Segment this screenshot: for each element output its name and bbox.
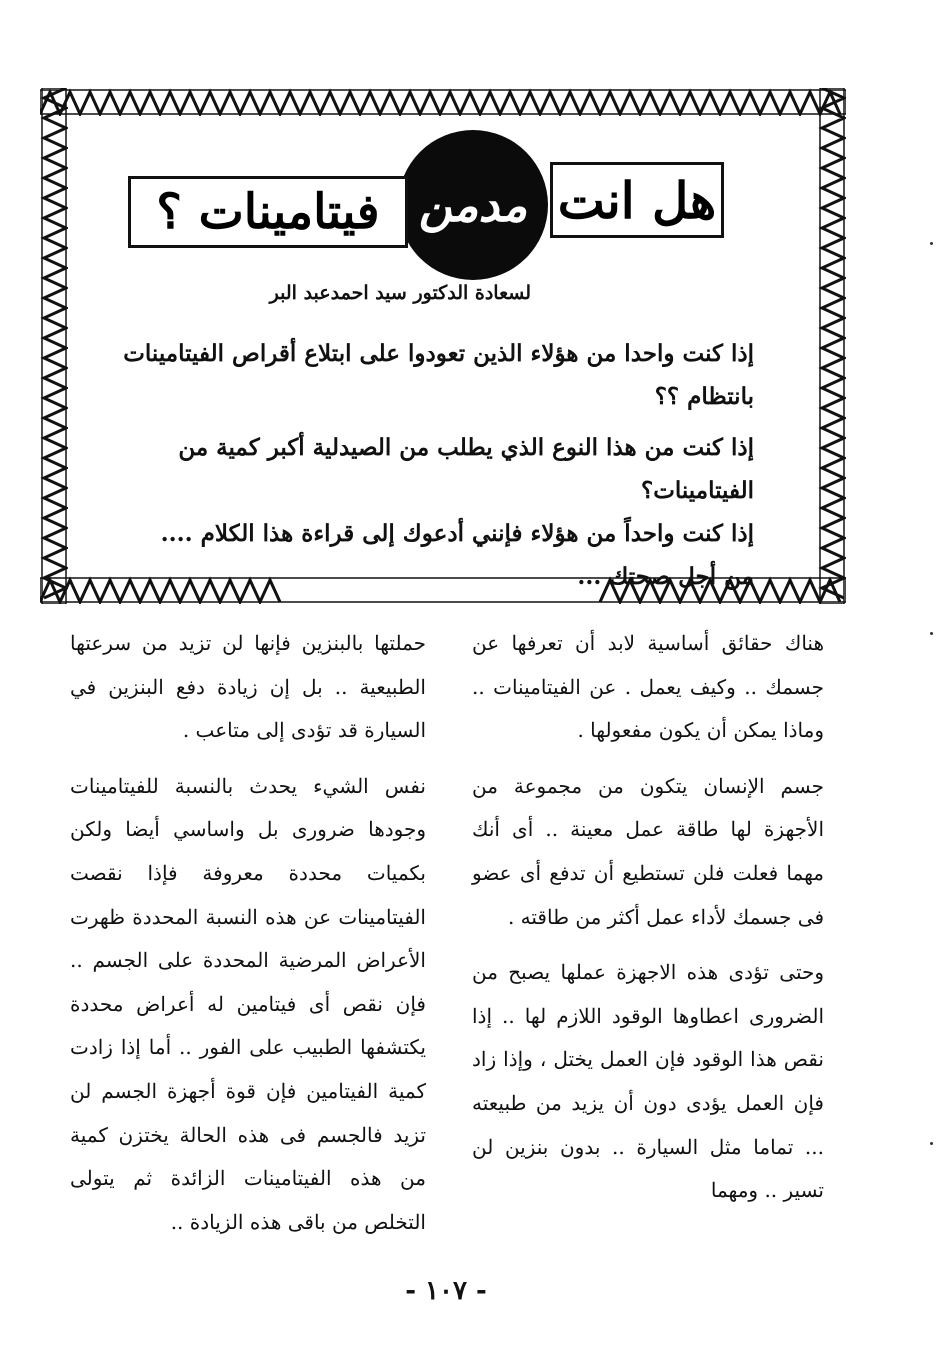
frame-border-top-right	[40, 88, 846, 116]
intro-paragraph: إذا كنت من هذا النوع الذي يطلب من الصيدلية أكبر كمية من الفيتامينات؟	[178, 434, 754, 504]
intro-paragraph: إذا كنت واحداً من هؤلاء فإنني أدعوك إلى قراءة هذا الكلام ....	[160, 520, 754, 547]
right-column	[472, 622, 824, 1225]
title-circle-badge: مدمن	[398, 130, 548, 280]
left-column	[70, 622, 426, 1256]
page-number: - ١٠٧ -	[405, 1276, 487, 1306]
body-paragraph: نفس الشيء يحدث بالنسبة للفيتامينات وجودها ضرورى بل واساسي أيضا ولكن بكميات محددة معروفة فإذا نقصت الفيتامينات عن هذه النسبة المحددة ظهرت الأعراض المرضية المحددة على الجسم .. فإن نقص أى فيتامين له أعراض محددة يكتشفها الطبيب على الفور .. أما إذا زادت كمية الفيتامين فإن قوة أجهزة الجسم لن تزيد فالجسم فى هذه الحالة يختزن كمية من هذه الفيتامينات الزائدة ثم يتولى التخلص من باقى هذه الزيادة ..	[70, 773, 426, 1234]
intro-text	[82, 332, 754, 598]
scan-speck	[930, 1142, 933, 1145]
body-paragraph: هناك حقائق أساسية لابد أن تعرفها عن جسمك .. وكيف يعمل . عن الفيتامينات .. وماذا يمكن أن يكون مفعولها .	[472, 631, 824, 743]
scan-speck	[930, 242, 933, 245]
intro-paragraph: من أجل صحتك ...	[577, 563, 754, 590]
body-paragraph: حملتها بالبنزين فإنها لن تزيد من سرعتها الطبيعية .. بل إن زيادة دفع البنزين في السيارة قد تؤدى إلى متاعب .	[70, 631, 426, 743]
intro-paragraph: إذا كنت واحدا من هؤلاء الذين تعودوا على ابتلاع أقراص الفيتامينات بانتظام ؟؟	[123, 340, 754, 410]
title-left-box: فيتامينات ؟	[128, 176, 408, 248]
body-paragraph: جسم الإنسان يتكون من مجموعة من الأجهزة لها طاقة عمل معينة .. أى أنك مهما فعلت فلن تستطيع أن تدفع أى عضو فى جسمك لأداء عمل أكثر من طاقته .	[472, 773, 824, 929]
frame-border-right	[818, 88, 846, 604]
article-title	[84, 128, 744, 258]
body-paragraph: وحتى تؤدى هذه الاجهزة عملها يصبح من الضرورى اعطاوها الوقود اللازم لها .. إذا نقص هذا الوقود فإن العمل يختل ، وإذا زاد فإن العمل يؤدى دون أن يزيد من طبيعته ... تماما مثل السيارة .. بدون بنزين لن تسير .. ومهما	[472, 960, 824, 1203]
author-byline: لسعادة الدكتور سيد احمدعبد البر	[269, 282, 531, 304]
scan-speck	[930, 632, 933, 635]
frame-border-left	[40, 88, 68, 604]
title-right-box: هل انت	[550, 162, 724, 238]
